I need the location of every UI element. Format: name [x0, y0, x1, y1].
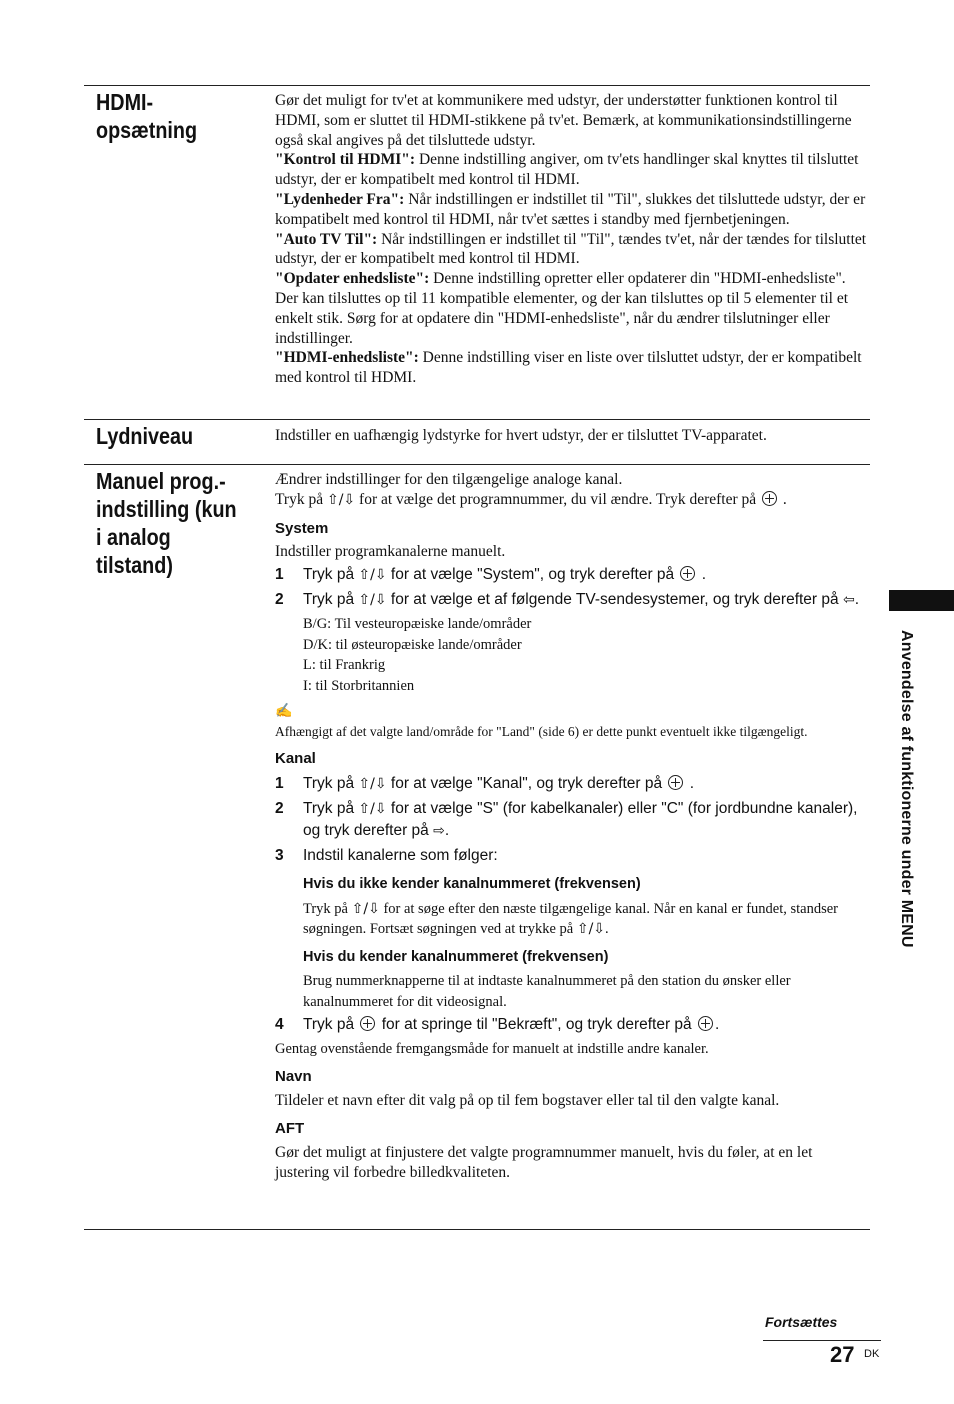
option-item: L: til Frankrig — [303, 657, 386, 674]
aft-text: Gør det muligt at finjustere det valgte programnummer manuelt, hvis du føler, at en let justering vil forbedre billedkvaliteten. — [275, 1143, 813, 1181]
hdmi-item: "Opdater enhedsliste": Denne indstilling opretter eller opdaterer din "HDMI-enhedsliste". Der kan tilsluttes op til 11 kompatible elementer, og der kan tilsluttes op til 5 elementer til et enkelt stik. Sørg for at opdatere din "HDMI-enhedsliste", når du ændrer tilslutninger eller indstillinger. — [275, 270, 849, 347]
section-term: Manuel prog.-indstilling (kun i analog tilstand) — [96, 468, 237, 578]
up-down-arrow-icon: ⇧/⇩ — [358, 775, 387, 792]
up-down-arrow-icon: ⇧/⇩ — [358, 567, 387, 584]
section-divider — [84, 1229, 870, 1230]
up-down-arrow-icon: ⇧/⇩ — [326, 491, 356, 508]
section-divider — [84, 464, 870, 465]
hdmi-item: "Kontrol til HDMI": Denne indstilling angiver, om tv'ets handlinger skal knyttes til tilsluttet udstyr, der er kompatibelt med kontrol til HDMI. — [275, 151, 859, 189]
navn-text: Tildeler et navn efter dit valg på op til fem bogstaver eller tal til den valgte kanal. — [275, 1092, 780, 1110]
system-step-2: 2 Tryk på ⇧/⇩ for at vælge et af følgende TV-sendesystemer, og tryk derefter på ⇦. — [275, 591, 859, 609]
up-down-arrow-icon: ⇧/⇩ — [576, 921, 606, 938]
system-options — [303, 614, 870, 696]
section-term: HDMI-opsætning — [96, 89, 198, 143]
subheading-kanal: Kanal — [275, 749, 316, 767]
footer-rule — [763, 1340, 881, 1341]
enter-button-icon — [698, 1016, 713, 1031]
right-arrow-icon: ⇨ — [433, 822, 445, 839]
enter-button-icon — [360, 1016, 375, 1031]
page-region: DK — [864, 1348, 880, 1360]
section-body — [275, 470, 870, 1182]
hdmi-intro: Gør det muligt for tv'et at kommunikere med udstyr, der understøtter funktionen kontrol til HDMI, som er sluttet til HDMI-stikkene på tv'et. Bemærk, at kommunikationsindstillingerne også skal angives på det tilsluttede udstyr. — [275, 92, 852, 149]
subheading-known-channel: Hvis du kender kanalnummeret (frekvensen) — [303, 948, 609, 965]
chapter-tab-marker — [889, 590, 954, 611]
subheading-aft: AFT — [275, 1119, 305, 1137]
system-desc: Indstiller programkanalerne manuelt. — [275, 543, 506, 561]
hdmi-item: "Lydenheder Fra": Når indstillingen er indstillet til "Til", slukkes det tilsluttede udstyr, der er kompatibelt med kontrol til HDMI, når tv'et sættes i standby med fjernbetjeningen. — [275, 190, 866, 228]
manuel-intro: Ændrer indstillinger for den tilgængelige analoge kanal. — [275, 471, 623, 488]
enter-button-icon — [762, 491, 777, 506]
kanal-step-4: 4 Tryk på for at springe til "Bekræft", og tryk derefter på . — [275, 1016, 720, 1034]
continues-label: Fortsættes — [765, 1314, 838, 1330]
unknown-channel-text: Tryk på ⇧/⇩ for at søge efter den næste tilgængelige kanal. Når en kanal er fundet, standser søgningen. Fortsæt søgningen ved at trykke på ⇧/⇩. — [303, 900, 839, 938]
system-note: Afhængigt af det valgte land/område for "Land" (side 6) er dette punkt eventuelt ikke tilgængeligt. — [275, 723, 808, 739]
enter-button-icon — [680, 566, 695, 581]
up-down-arrow-icon: ⇧/⇩ — [358, 800, 387, 817]
section-term: Lydniveau — [96, 423, 194, 449]
lydniveau-text: Indstiller en uafhængig lydstyrke for hvert udstyr, der er tilsluttet TV-apparatet. — [275, 427, 767, 444]
option-item: I: til Storbritannien — [303, 677, 415, 694]
page-number: 27 — [830, 1342, 855, 1367]
enter-button-icon — [668, 775, 683, 790]
system-step-1: 1 Tryk på ⇧/⇩ for at vælge "System", og tryk derefter på . — [275, 566, 707, 584]
chapter-side-label: Anvendelse af funktionerne under MENU — [898, 630, 915, 948]
manuel-intro: Tryk på ⇧/⇩ for at vælge det programnummer, du vil ændre. Tryk derefter på . — [275, 490, 787, 508]
option-item: B/G: Til vesteuropæiske lande/områder — [303, 616, 532, 633]
hdmi-item: "HDMI-enhedsliste": Denne indstilling viser en liste over tilsluttet udstyr, der er kompatibelt med kontrol til HDMI. — [275, 349, 862, 387]
up-down-arrow-icon: ⇧/⇩ — [358, 592, 387, 609]
left-arrow-icon: ⇦ — [842, 592, 855, 609]
kanal-step-2: 2 Tryk på ⇧/⇩ for at vælge "S" (for kabelkanaler) eller "C" (for jordbundne kanaler), og tryk derefter på ⇨. — [275, 799, 858, 839]
hdmi-item: "Auto TV Til": Når indstillingen er indstillet til "Til", tændes tv'et, når der tændes for tilsluttet udstyr, der er kompatibelt med kontrol til HDMI. — [275, 230, 867, 268]
kanal-step-3: 3 Indstil kanalerne som følger: — [275, 846, 498, 864]
known-channel-text: Brug nummerknapperne til at indtaste kanalnummeret på den station du ønsker eller kanalnummeret for dit videosignal. — [303, 973, 791, 1010]
section-divider — [84, 419, 870, 420]
note-pen-icon: ✍ — [275, 704, 293, 720]
repeat-text: Gentag ovenstående fremgangsmåde for manuelt at indstille andre kanaler. — [275, 1041, 709, 1058]
section-body — [275, 426, 870, 446]
subheading-unknown-channel: Hvis du ikke kender kanalnummeret (frekvensen) — [303, 875, 641, 892]
section-divider — [84, 85, 870, 86]
kanal-step-1: 1 Tryk på ⇧/⇩ for at vælge "Kanal", og tryk derefter på . — [275, 774, 695, 792]
section-body — [275, 91, 870, 388]
option-item: D/K: til østeuropæiske lande/områder — [303, 636, 522, 653]
up-down-arrow-icon: ⇧/⇩ — [351, 900, 380, 917]
subheading-navn: Navn — [275, 1068, 312, 1086]
subheading-system: System — [275, 519, 329, 537]
